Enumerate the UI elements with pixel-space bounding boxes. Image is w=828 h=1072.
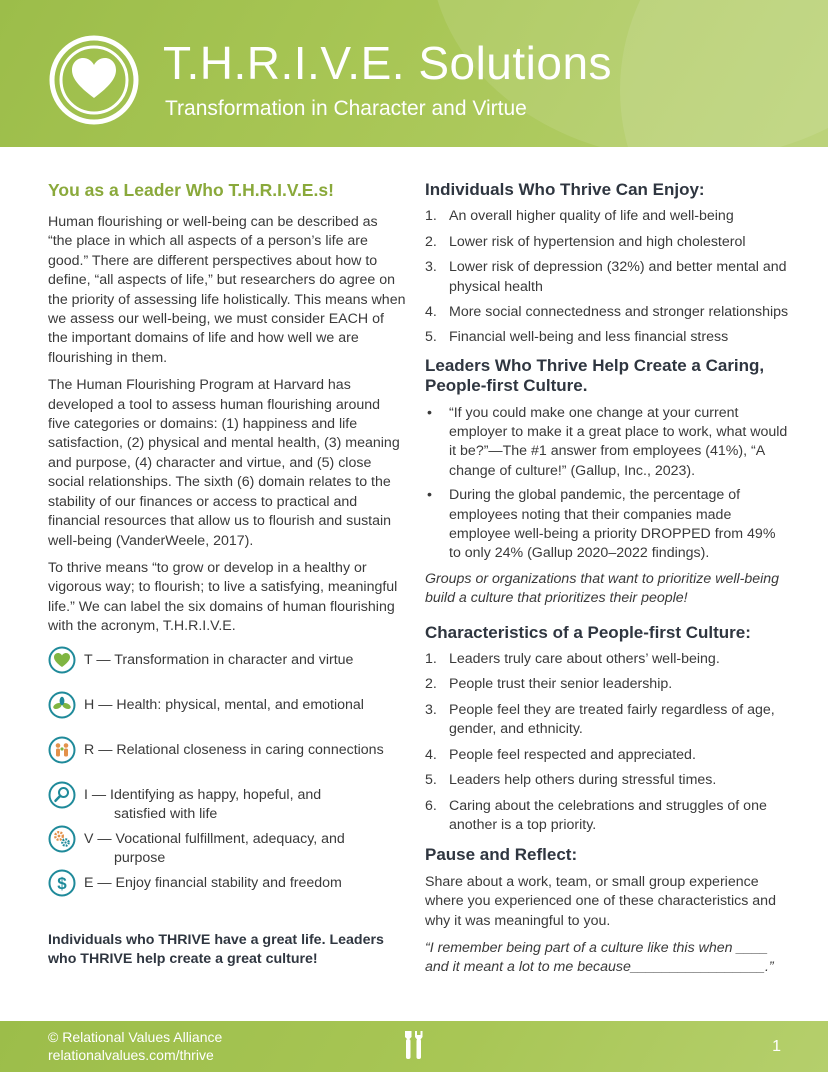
header-banner [0,0,828,147]
list-item: 2. Lower risk of hypertension and high cholesterol [425,233,746,250]
copyright-text: © Relational Values Alliance [48,1029,223,1045]
list-item: • During the global pandemic, the percentage of employees noting that their companies made employee well-being a priority DROPPED from 49% to only 24% (Gallup 2020–2022 findings). [427,487,776,562]
svg-text:$: $ [57,873,67,893]
magnifier-icon [48,781,76,809]
domain-item-r [48,741,406,786]
people-icon [48,736,76,764]
thrive-domain-list [48,651,406,919]
section-heading: You as a Leader Who T.H.R.I.V.E.s! [48,180,334,200]
domain-text: T — Transformation in character and virtue [84,651,354,668]
section-heading: Individuals Who Thrive Can Enjoy: [425,180,705,199]
domain-text: R — Relational closeness in caring connections [84,741,384,758]
list-item: • “If you could make one change at your current employer to make it a great place to work, what would it be?”—The #1 answer from employees (41%), “A change of culture!” (Gallup, Inc., 2023). [427,404,788,479]
leaves-icon [48,691,76,719]
paragraph: To thrive means “to grow or develop in a healthy or vigorous way; to flourish; to live a satisfying, meaningful life.” We can label the six domains of human flourishing with the acronym, T.H.R.I.V.E. [48,559,398,635]
section-heading: Characteristics of a People-first Culture: [425,622,751,642]
domain-text: E — Enjoy financial stability and freedom [84,874,342,891]
domain-item-t [48,651,406,696]
list-item: 3. Lower risk of depression (32%) and better mental and physical health [425,259,787,295]
dollar-icon [48,869,76,897]
benefits-list [425,207,790,347]
list-item: 5. Leaders help others during stressful times. [425,772,717,789]
italic-note: Groups or organizations that want to prioritize well-being build a culture that prioritizes their people! [425,570,780,607]
list-item: 4. More social connectedness and stronger relationships [425,304,789,321]
heart-circle-icon [48,34,140,126]
list-item: 3. People feel they are treated fairly regardless of age, gender, and ethnicity. [425,701,775,738]
list-item: 4. People feel respected and appreciated. [425,746,696,763]
domain-text: I — Identifying as happy, hopeful, and [84,786,322,803]
domain-text: H — Health: physical, mental, and emotional [84,696,364,713]
page-subtitle: Transformation in Character and Virtue [165,97,527,120]
domain-item-e [48,874,406,919]
page-number: 1 [772,1038,781,1055]
page-title: T.H.R.I.V.E. Solutions [163,37,613,89]
domain-text-continued: satisfied with life [114,805,218,822]
heart-icon [48,646,76,674]
paragraph: Human flourishing or well-being can be described as “the place in which all aspects of a person’s life are good.” There are different perspectives about how to define, “all aspects of life,” but researchers do agree on the priority of assessing life holistically. This means when we assess our well-being, we must consider EACH of the important domains of life and how well we are flourishing in them. [48,214,406,366]
domain-text: V — Vocational fulfillment, adequacy, and [84,830,345,847]
section-heading: Leaders Who Thrive Help Create a Caring, People-first Culture. [425,355,765,396]
list-item: 1. An overall higher quality of life and well-being [425,208,734,225]
domain-item-h [48,696,406,741]
reflection-prompt: “I remember being part of a culture like this when ____ and it meant a lot to me because_________________.” [425,939,774,976]
paragraph: Share about a work, team, or small group experience where you experienced one of these characteristics and why it was meaningful to you. [425,873,776,929]
decorative-swoosh [620,0,828,147]
characteristics-list [425,650,790,835]
domain-text-continued: purpose [114,849,166,866]
section-heading: Pause and Reflect: [425,845,578,865]
website-link[interactable]: relationalvalues.com/thrive [48,1047,214,1063]
list-item: 2. People trust their senior leadership. [425,676,673,693]
right-column [425,180,790,986]
tools-icon [404,1029,424,1061]
paragraph: The Human Flourishing Program at Harvard has developed a tool to assess human flourishing around five categories or domains: (1) happiness and life satisfaction, (2) physical and mental health, (3) meaning and purpose, (4) character and virtue, and (5) close social relationships. The sixth (6) domain relates to the stability of our finances or access to practical and financial resources that allow us to flourish and sustain well-being (VanderWeele, 2017). [48,377,400,549]
domain-item-v [48,830,406,874]
list-item: 1. Leaders truly care about others’ well-being. [425,651,720,668]
list-item: 6. Caring about the celebrations and struggles of one another is a top priority. [425,797,767,833]
gears-icon [48,825,76,853]
closing-statement: Individuals who THRIVE have a great life. Leaders who THRIVE help create a great culture! [48,931,384,968]
domain-item-i [48,786,406,830]
culture-facts-list [425,404,790,564]
footer-bar [0,1021,828,1072]
left-column [48,180,406,970]
list-item: 5. Financial well-being and less financial stress [425,329,729,346]
